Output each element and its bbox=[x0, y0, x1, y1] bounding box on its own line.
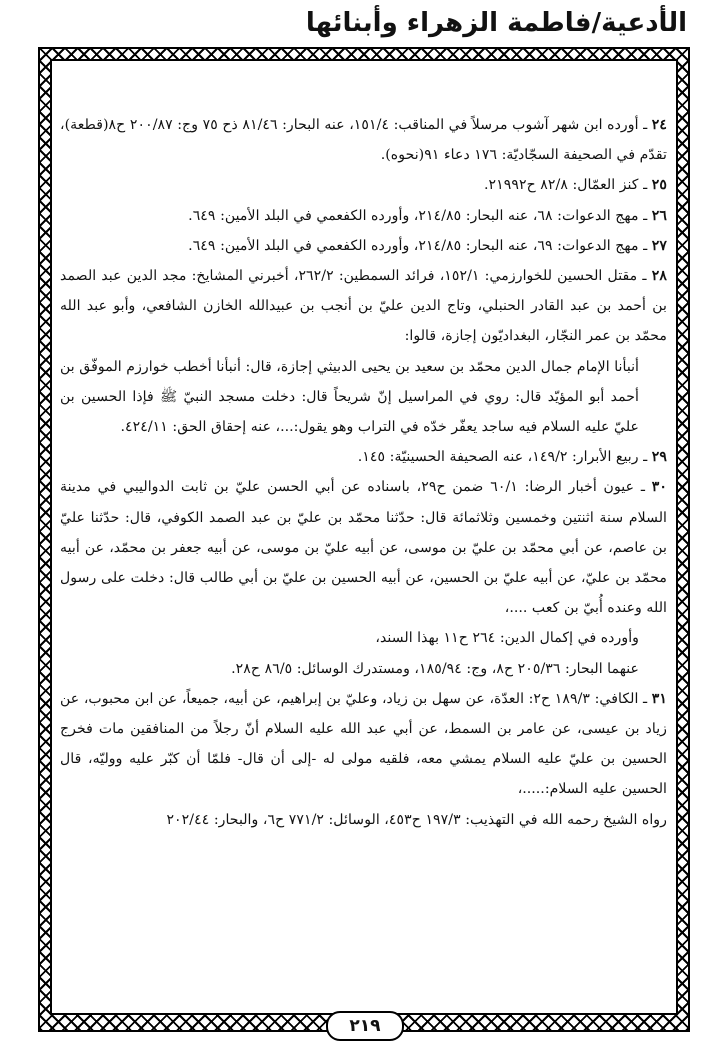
footnote-24: ٢٤ ـ أورده ابن شهر آشوب مرسلاً في المناقب: ١٥١/٤، عنه البحار: ٨١/٤٦ ذح ٧٥ وج: ٢٠٠/٨٧ ح٨(قطعة)، تقدّم في الصحيفة السجّاديّة: ١٧٦ دعاء ٩١(نحوه). bbox=[60, 117, 668, 164]
footnote-25: ٢٥ ـ كنز العمّال: ٨٢/٨ ح٢١٩٩٢. bbox=[484, 177, 667, 194]
footnote-26: ٢٦ ـ مهج الدعوات: ٦٨، عنه البحار: ٢١٤/٨٥، وأورده الكفعمي في البلد الأمين: ٦٤٩. bbox=[188, 207, 667, 224]
footnote-30-continuation-1: وأورده في إكمال الدين: ٢٦٤ ح١١ بهذا السند، bbox=[375, 630, 639, 647]
footnote-30-continuation-2: عنهما البحار: ٢٠٥/٣٦ ح٨، وج: ١٨٥/٩٤، ومستدرك الوسائل: ٨٦/٥ ح٢٨. bbox=[231, 660, 639, 677]
footnotes-section bbox=[60, 110, 667, 835]
footnote-28-continuation: أنبأنا الإمام جمال الدين محمّد بن سعيد بن يحيى الدبيثي إجازة، قال: أنبأنا أخطب خوارزم الموفّق بن أحمد أبو المؤيّد قال: روي في المراسيل إنّ شريحاً قال: دخلت مسجد النبيّ ﷺ فإذا الحسين بن عليّ عليه السلام فيه ساجد يعفّر خدّه في التراب وهو يقول:...، عنه إحقاق الحق: ٤٢٤/١١. bbox=[60, 358, 639, 436]
footnote-30: ٣٠ ـ عيون أخبار الرضا: ٦٠/١ ضمن ح٢٩، باسناده عن أبي الحسن عليّ بن ثابت الدواليبي في مدينة السلام سنة اثنتين وخمسين وثلاثمائة قال: حدّثنا محمّد بن عليّ بن عبد الصمد الكوفي، قال: حدّثنا عليّ بن عاصم، عن أبي محمّد بن عليّ بن موسى، عن أبيه عليّ بن موسى، عن أبيه جعفر بن محمّد، عن أبيه محمّد بن عليّ، عن أبيه عليّ بن الحسين، عن أبيه الحسين بن عليّ بن أبي طالب قال: دخلت على رسول الله وعنده أُبيّ بن كعب ....، bbox=[60, 479, 667, 617]
footnote-29: ٢٩ ـ ربيع الأبرار: ١٤٩/٢، عنه الصحيفة الحسينيّة: ١٤٥. bbox=[357, 449, 667, 466]
running-header bbox=[47, 6, 687, 44]
footnote-27: ٢٧ ـ مهج الدعوات: ٦٩، عنه البحار: ٢١٤/٨٥، وأورده الكفعمي في البلد الأمين: ٦٤٩. bbox=[188, 237, 667, 254]
footnote-28: ٢٨ ـ مقتل الحسين للخوارزمي: ١٥٢/١، فرائد السمطين: ٢٦٢/٢، أخبرني المشايخ: مجد الدين عبد الصمد بن أحمد بن عبد القادر الحنبلي، وتاج الدين عليّ بن أنجب بن عبيدالله الخازن الشافعي، وأبو عبد الله محمّد بن عمر النجّار، البغداديّون إجازة، قالوا: bbox=[60, 268, 667, 345]
footnote-31: ٣١ ـ الكافي: ١٨٩/٣ ح٢: العدّة، عن سهل بن زياد، وعليّ بن إبراهيم، عن أبيه، جميعاً، عن ابن محبوب، عن زياد بن عيسى، عن عامر بن السمط، عن أبي عبد الله عليه السلام أنّ رجلاً من المنافقين مات فخرج الحسين بن عليّ عليه السلام يمشي معه، فلقيه مولى له -إلى أن قال- فلمّا أن كبّر عليه ووليّه، قال الحسين عليه السلام:.....، bbox=[60, 690, 667, 798]
header-title: الأدعية/فاطمة الزهراء وأبنائها bbox=[305, 8, 687, 38]
page-number: ٢١٩ bbox=[326, 1011, 404, 1041]
footnote-31-continuation: رواه الشيخ رحمه الله في التهذيب: ١٩٧/٣ ح٤٥٣، الوسائل: ٧٧١/٢ ح٦، والبحار: ٢٠٢/٤٤ bbox=[166, 811, 667, 828]
